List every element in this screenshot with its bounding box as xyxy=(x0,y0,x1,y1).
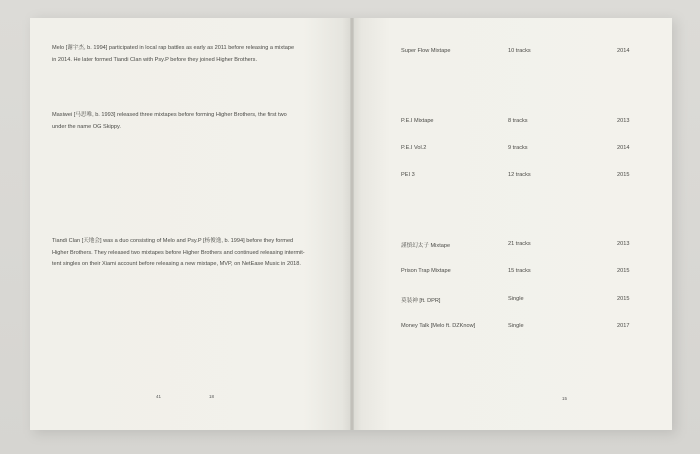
release-row xyxy=(401,323,631,335)
release-title: Prison Trap Mixtape xyxy=(401,268,451,274)
release-row xyxy=(401,172,631,184)
right-page-number: 15 xyxy=(562,396,568,401)
release-row xyxy=(401,241,631,253)
text-line: in 2014. He later formed Tiandi Clan with Psy.P before they joined Higher Brothers. xyxy=(52,56,258,63)
release-tracks: Single xyxy=(508,296,524,302)
text-line: Melo [谢宇杰, b. 1994] participated in local rap battles as early as 2011 before releasing a mixtape xyxy=(52,45,295,51)
release-title: 謹慎幻太子 Mixtape xyxy=(401,243,451,249)
masiwei-bio xyxy=(52,110,322,133)
text-line: Tiandi Clan [天地会] was a duo consisting of Melo and Psy.P [杨俊逸, b. 1994] before they formed xyxy=(52,238,294,244)
left-page-number: 18 xyxy=(209,394,215,399)
release-year: 2015 xyxy=(617,172,630,178)
left-page xyxy=(30,18,352,430)
release-row xyxy=(401,48,631,60)
release-row xyxy=(401,118,631,130)
release-title: Super Flow Mixtape xyxy=(401,48,451,54)
release-year: 2017 xyxy=(617,323,630,329)
release-row xyxy=(401,145,631,157)
release-title: P.E.I Mixtape xyxy=(401,118,434,124)
release-title: Money Talk [Melo ft. DZKnow] xyxy=(401,323,476,329)
release-title: 莫装神 [ft. DPR] xyxy=(401,298,441,304)
release-row xyxy=(401,296,631,308)
release-tracks: 9 tracks xyxy=(508,145,528,151)
release-year: 2013 xyxy=(617,118,630,124)
tiandi-clan-bio xyxy=(52,236,322,271)
booklet-spine xyxy=(350,18,354,430)
release-title: P.E.I Vol.2 xyxy=(401,145,427,151)
release-row xyxy=(401,268,631,280)
text-line: Higher Brothers. They released two mixtapes before Higher Brothers and continued releasing intermit- xyxy=(52,249,305,256)
release-tracks: Single xyxy=(508,323,524,329)
release-year: 2014 xyxy=(617,145,630,151)
text-line: tent singles on their Xiami account before releasing a new mixtape, MVP, on NetEase Music in 2018. xyxy=(52,261,301,267)
release-tracks: 21 tracks xyxy=(508,241,531,247)
release-tracks: 12 tracks xyxy=(508,172,531,178)
release-tracks: 10 tracks xyxy=(508,48,531,54)
text-line: under the name OG Skippy. xyxy=(52,123,121,130)
release-year: 2014 xyxy=(617,48,630,54)
release-title: PEI 3 xyxy=(401,172,415,178)
release-year: 2015 xyxy=(617,268,630,274)
release-tracks: 15 tracks xyxy=(508,268,531,274)
release-tracks: 8 tracks xyxy=(508,118,528,124)
release-year: 2015 xyxy=(617,296,630,302)
footnote-marker: 41 xyxy=(156,394,162,399)
release-year: 2013 xyxy=(617,241,630,247)
text-line: Masiwei [马思唯, b. 1993] released three mixtapes before forming Higher Brothers, the first two xyxy=(52,112,287,118)
right-page xyxy=(352,18,672,430)
melo-bio xyxy=(52,43,322,66)
